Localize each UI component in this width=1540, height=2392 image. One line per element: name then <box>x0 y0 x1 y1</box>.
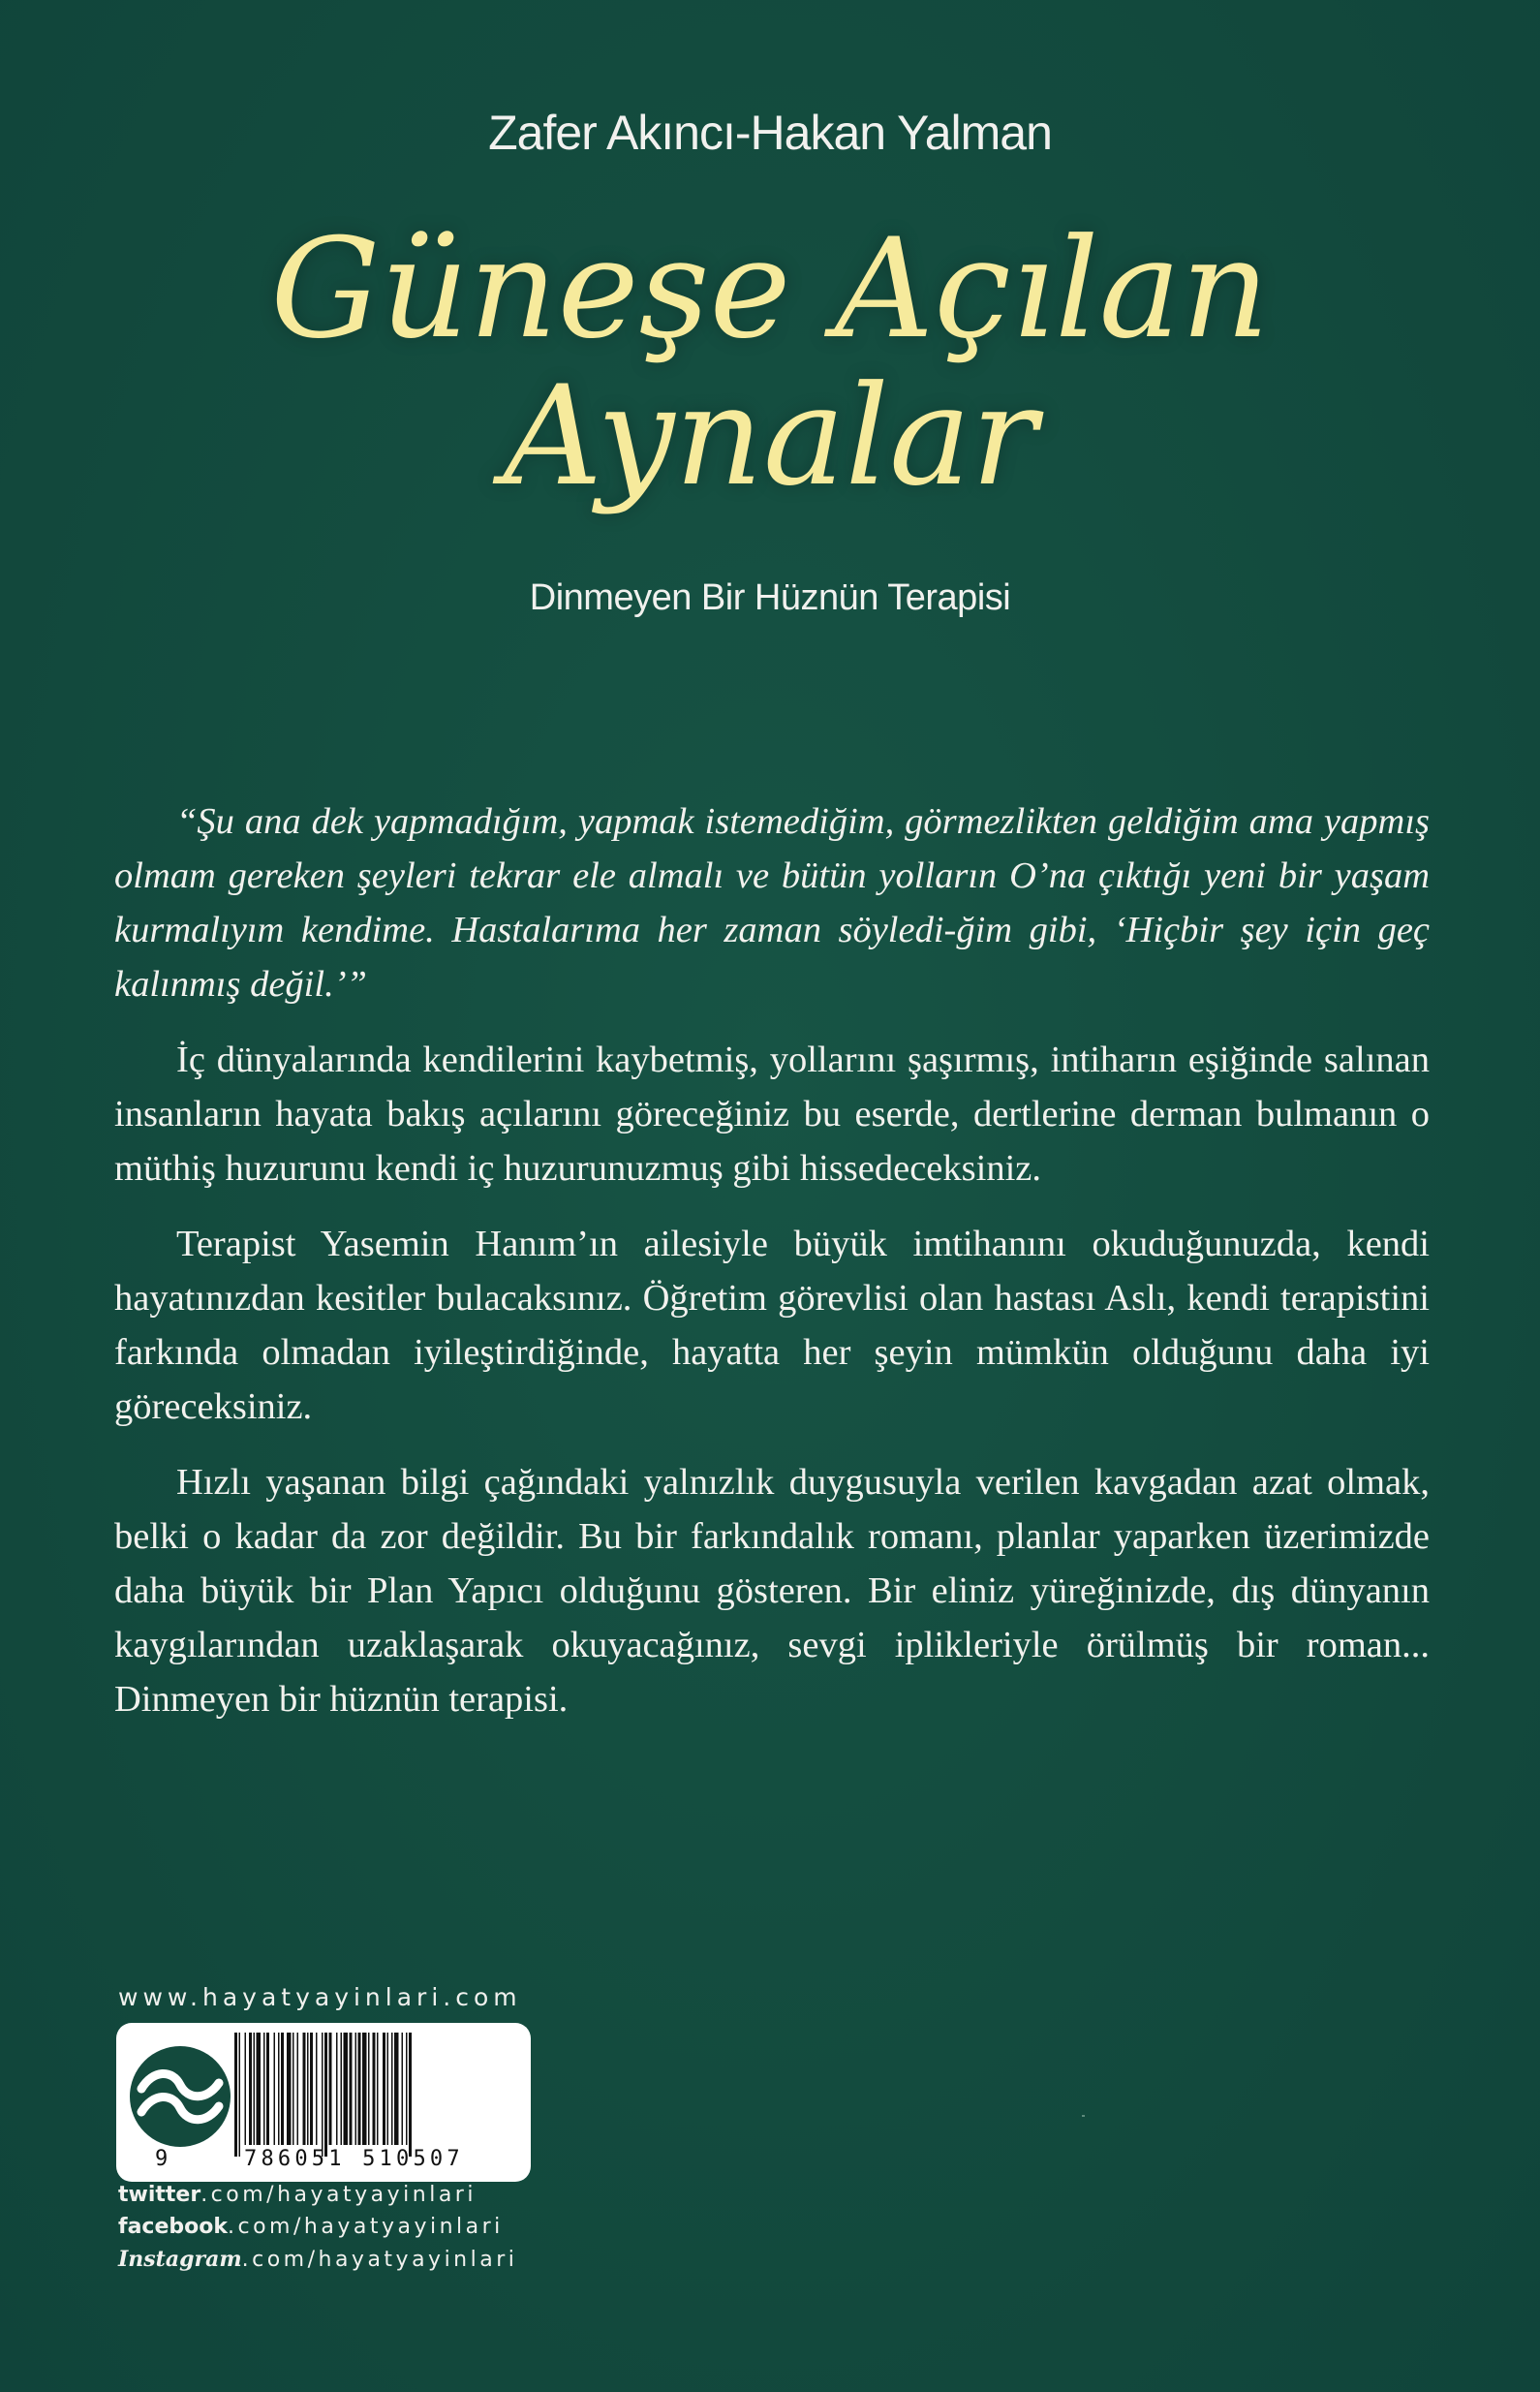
barcode-bar <box>257 2033 262 2145</box>
barcode-bar <box>322 2033 323 2157</box>
facebook-link[interactable] <box>118 2215 504 2239</box>
barcode-bar <box>249 2033 252 2145</box>
twitter-link[interactable] <box>118 2183 477 2207</box>
barcode-bar <box>341 2033 343 2145</box>
barcode-bar <box>391 2033 393 2145</box>
barcode-panel <box>116 2023 531 2182</box>
instagram-icon: Instagram <box>118 2247 242 2272</box>
barcode-bar <box>336 2033 338 2145</box>
book-title-line-1: Güneşe Açılan <box>270 209 1270 369</box>
isbn-barcode <box>232 2033 523 2157</box>
isbn-first-digit: 9 <box>155 2147 169 2171</box>
barcode-bar <box>278 2033 280 2145</box>
barcode-bar <box>373 2033 376 2145</box>
book-subtitle: Dinmeyen Bir Hüznün Terapisi <box>529 577 1011 618</box>
barcode-bar <box>316 2033 318 2145</box>
publisher-wave-logo-icon <box>128 2044 232 2149</box>
barcode-bar <box>324 2033 327 2157</box>
barcode-bar <box>307 2033 309 2145</box>
barcode-bar <box>303 2033 306 2145</box>
barcode-bar <box>362 2033 367 2145</box>
barcode-bar <box>263 2033 265 2145</box>
description-paragraph-3: Hızlı yaşanan bilgi çağındaki yalnızlık duygusuyla verilen kavgadan azat olmak, belki o kadar da zor değildir. Bu bir farkındalık romanı, planlar yaparken üzerimizde daha büyük bir Plan Yapıcı olduğunu gösteren. Bir eliniz yüreğinizde, dış dünyanın kaygılarından uzaklaşarak okuyacağınız, sevgi iplikleriyle örülmüş bir roman... Dinmeyen bir hüznün terapisi. <box>114 1462 1430 1720</box>
barcode-bar <box>310 2033 313 2145</box>
barcode-bar <box>254 2033 256 2145</box>
book-title-line-2: Aynalar <box>503 357 1037 516</box>
instagram-path: .com/hayatyayinlari <box>241 2248 518 2272</box>
author-name: Zafer Akıncı-Hakan Yalman <box>488 106 1052 160</box>
twitter-path: .com/hayatyayinlari <box>200 2183 477 2207</box>
barcode-bar <box>377 2033 379 2145</box>
back-cover-text <box>114 794 1430 1748</box>
barcode-bar <box>394 2033 399 2145</box>
quote-paragraph: “Şu ana dek yapmadığım, yapmak istemediğim, görmezlikten geldiğim ama yapmış olmam gereken şeyleri tekrar ele almalı ve bütün yolların O’na çıktığı yeni bir yaşam kurmalıyım kendime. Hastalarıma her zaman söyledi-ğim gibi, ‘Hiçbir şey için geç kalınmış değil.’” <box>114 801 1430 1005</box>
barcode-bar <box>409 2033 412 2157</box>
speck <box>1082 2115 1085 2117</box>
barcode-bar <box>239 2033 241 2157</box>
barcode-bar <box>358 2033 361 2145</box>
barcode-bar <box>329 2033 332 2145</box>
barcode-bar <box>245 2033 247 2145</box>
barcode-bar <box>368 2033 370 2145</box>
barcode-bar <box>266 2033 269 2145</box>
barcode-bar <box>387 2033 389 2145</box>
barcode-bar <box>281 2033 284 2145</box>
barcode-bar <box>287 2033 292 2145</box>
isbn-digits: 786051 510507 <box>244 2147 464 2171</box>
barcode-bar <box>293 2033 294 2145</box>
description-paragraph-1: İç dünyalarında kendilerini kaybetmiş, yollarını şaşırmış, intiharın eşiğinde salınan insanların hayata bakış açılarını göreceğiniz bu eserde, dertlerine derman bulmanın o müthiş huzurunu kendi iç huzurunuzmuş gibi hissedeceksiniz. <box>114 1040 1430 1189</box>
barcode-bar <box>350 2033 353 2145</box>
description-paragraph-2: Terapist Yasemin Hanım’ın ailesiyle büyük imtihanını okuduğunuzda, kendi hayatınızdan kesitler bulacaksınız. Öğretim görevlisi olan hastası Aslı, kendi terapistini farkında olmadan iyileştirdiğinde, hayatta her şeyin mümkün olduğunu daha iyi göreceksiniz. <box>114 1224 1430 1427</box>
instagram-link[interactable] <box>118 2247 517 2272</box>
barcode-bar <box>402 2033 404 2145</box>
publisher-website[interactable]: www.hayatyayinlari.com <box>118 1983 522 2011</box>
barcode-bar <box>406 2033 408 2145</box>
barcode-bar <box>297 2033 299 2145</box>
barcode-bar <box>274 2033 276 2145</box>
barcode-bar <box>355 2033 357 2145</box>
facebook-icon: facebook <box>118 2215 228 2239</box>
twitter-icon: twitter <box>118 2183 201 2207</box>
barcode-bar <box>383 2033 385 2145</box>
barcode-bar <box>344 2033 349 2145</box>
facebook-path: .com/hayatyayinlari <box>228 2215 504 2239</box>
barcode-bar <box>234 2033 237 2157</box>
